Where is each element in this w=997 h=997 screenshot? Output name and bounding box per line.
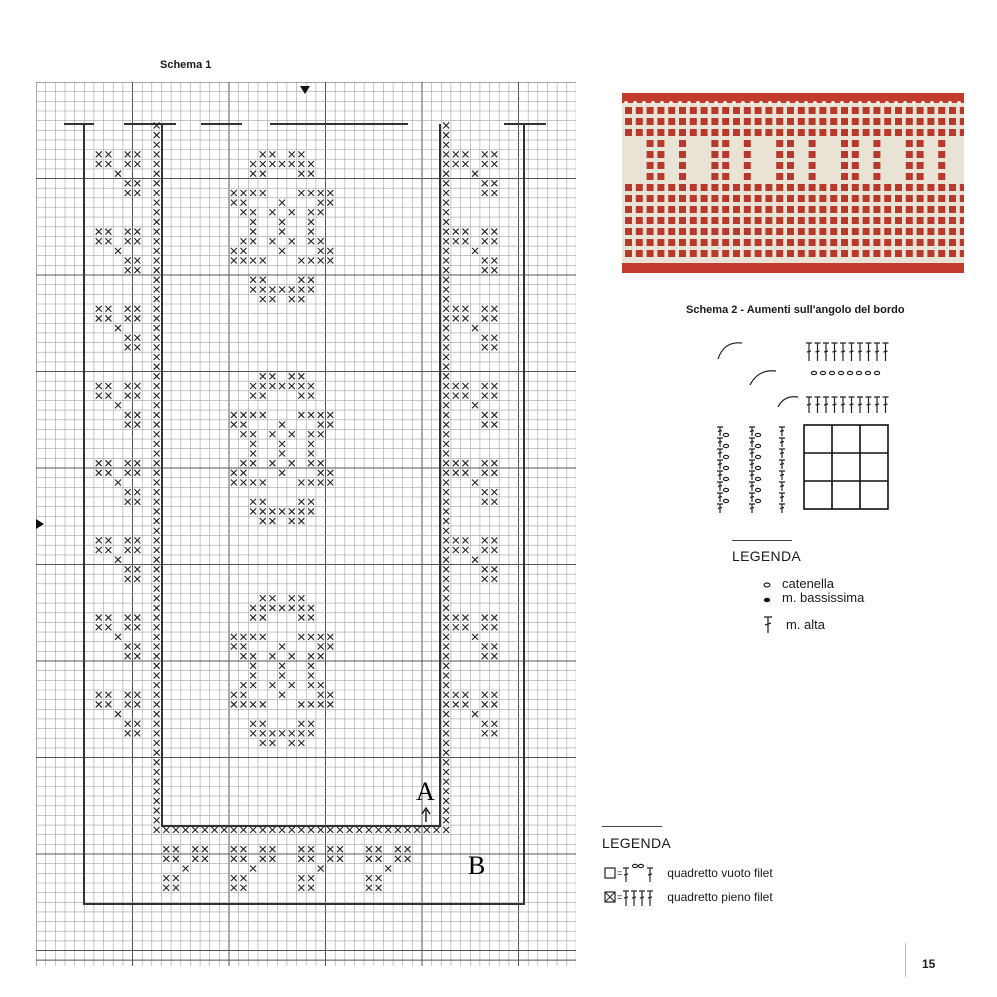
legend1-title: LEGENDA [602, 835, 672, 851]
legend2-item-chain [762, 576, 834, 591]
page-divider [905, 943, 906, 977]
empty-square-icon [604, 867, 616, 879]
crochet-lace-photo [622, 93, 964, 273]
marker-b: B [468, 851, 486, 880]
legend1-label: quadretto vuoto filet [667, 866, 773, 880]
filled-square-icon [604, 891, 616, 903]
legend1-item-empty [604, 863, 773, 883]
schema2-title: Schema 2 - Aumenti sull'angolo del bordo [686, 304, 905, 316]
legend2-label: m. bassissima [782, 590, 865, 605]
legend2-label: m. alta [786, 616, 826, 632]
page-number: 15 [922, 957, 936, 971]
schema1-title: Schema 1 [160, 59, 212, 71]
chain-symbol-icon [762, 578, 776, 590]
legend2-item-dc [762, 614, 825, 634]
legend1-item-filled [604, 887, 773, 907]
marker-a: A [416, 777, 435, 806]
legend2-label: catenella [782, 576, 835, 591]
legend1-equals: = [617, 868, 623, 878]
legend2-title: LEGENDA [732, 548, 802, 564]
filled-square-stitches-icon [623, 887, 653, 907]
legend2-item-slip [762, 590, 864, 605]
filet-chart-schema1 [36, 82, 576, 966]
slip-stitch-symbol-icon [762, 592, 776, 604]
empty-square-stitches-icon [623, 863, 653, 883]
double-crochet-symbol-icon [762, 614, 776, 634]
legend2-rule [732, 540, 792, 541]
corner-increase-diagram [714, 335, 894, 517]
legend1-rule [602, 826, 662, 827]
legend1-equals: = [617, 892, 623, 902]
legend1-label: quadretto pieno filet [667, 890, 773, 904]
